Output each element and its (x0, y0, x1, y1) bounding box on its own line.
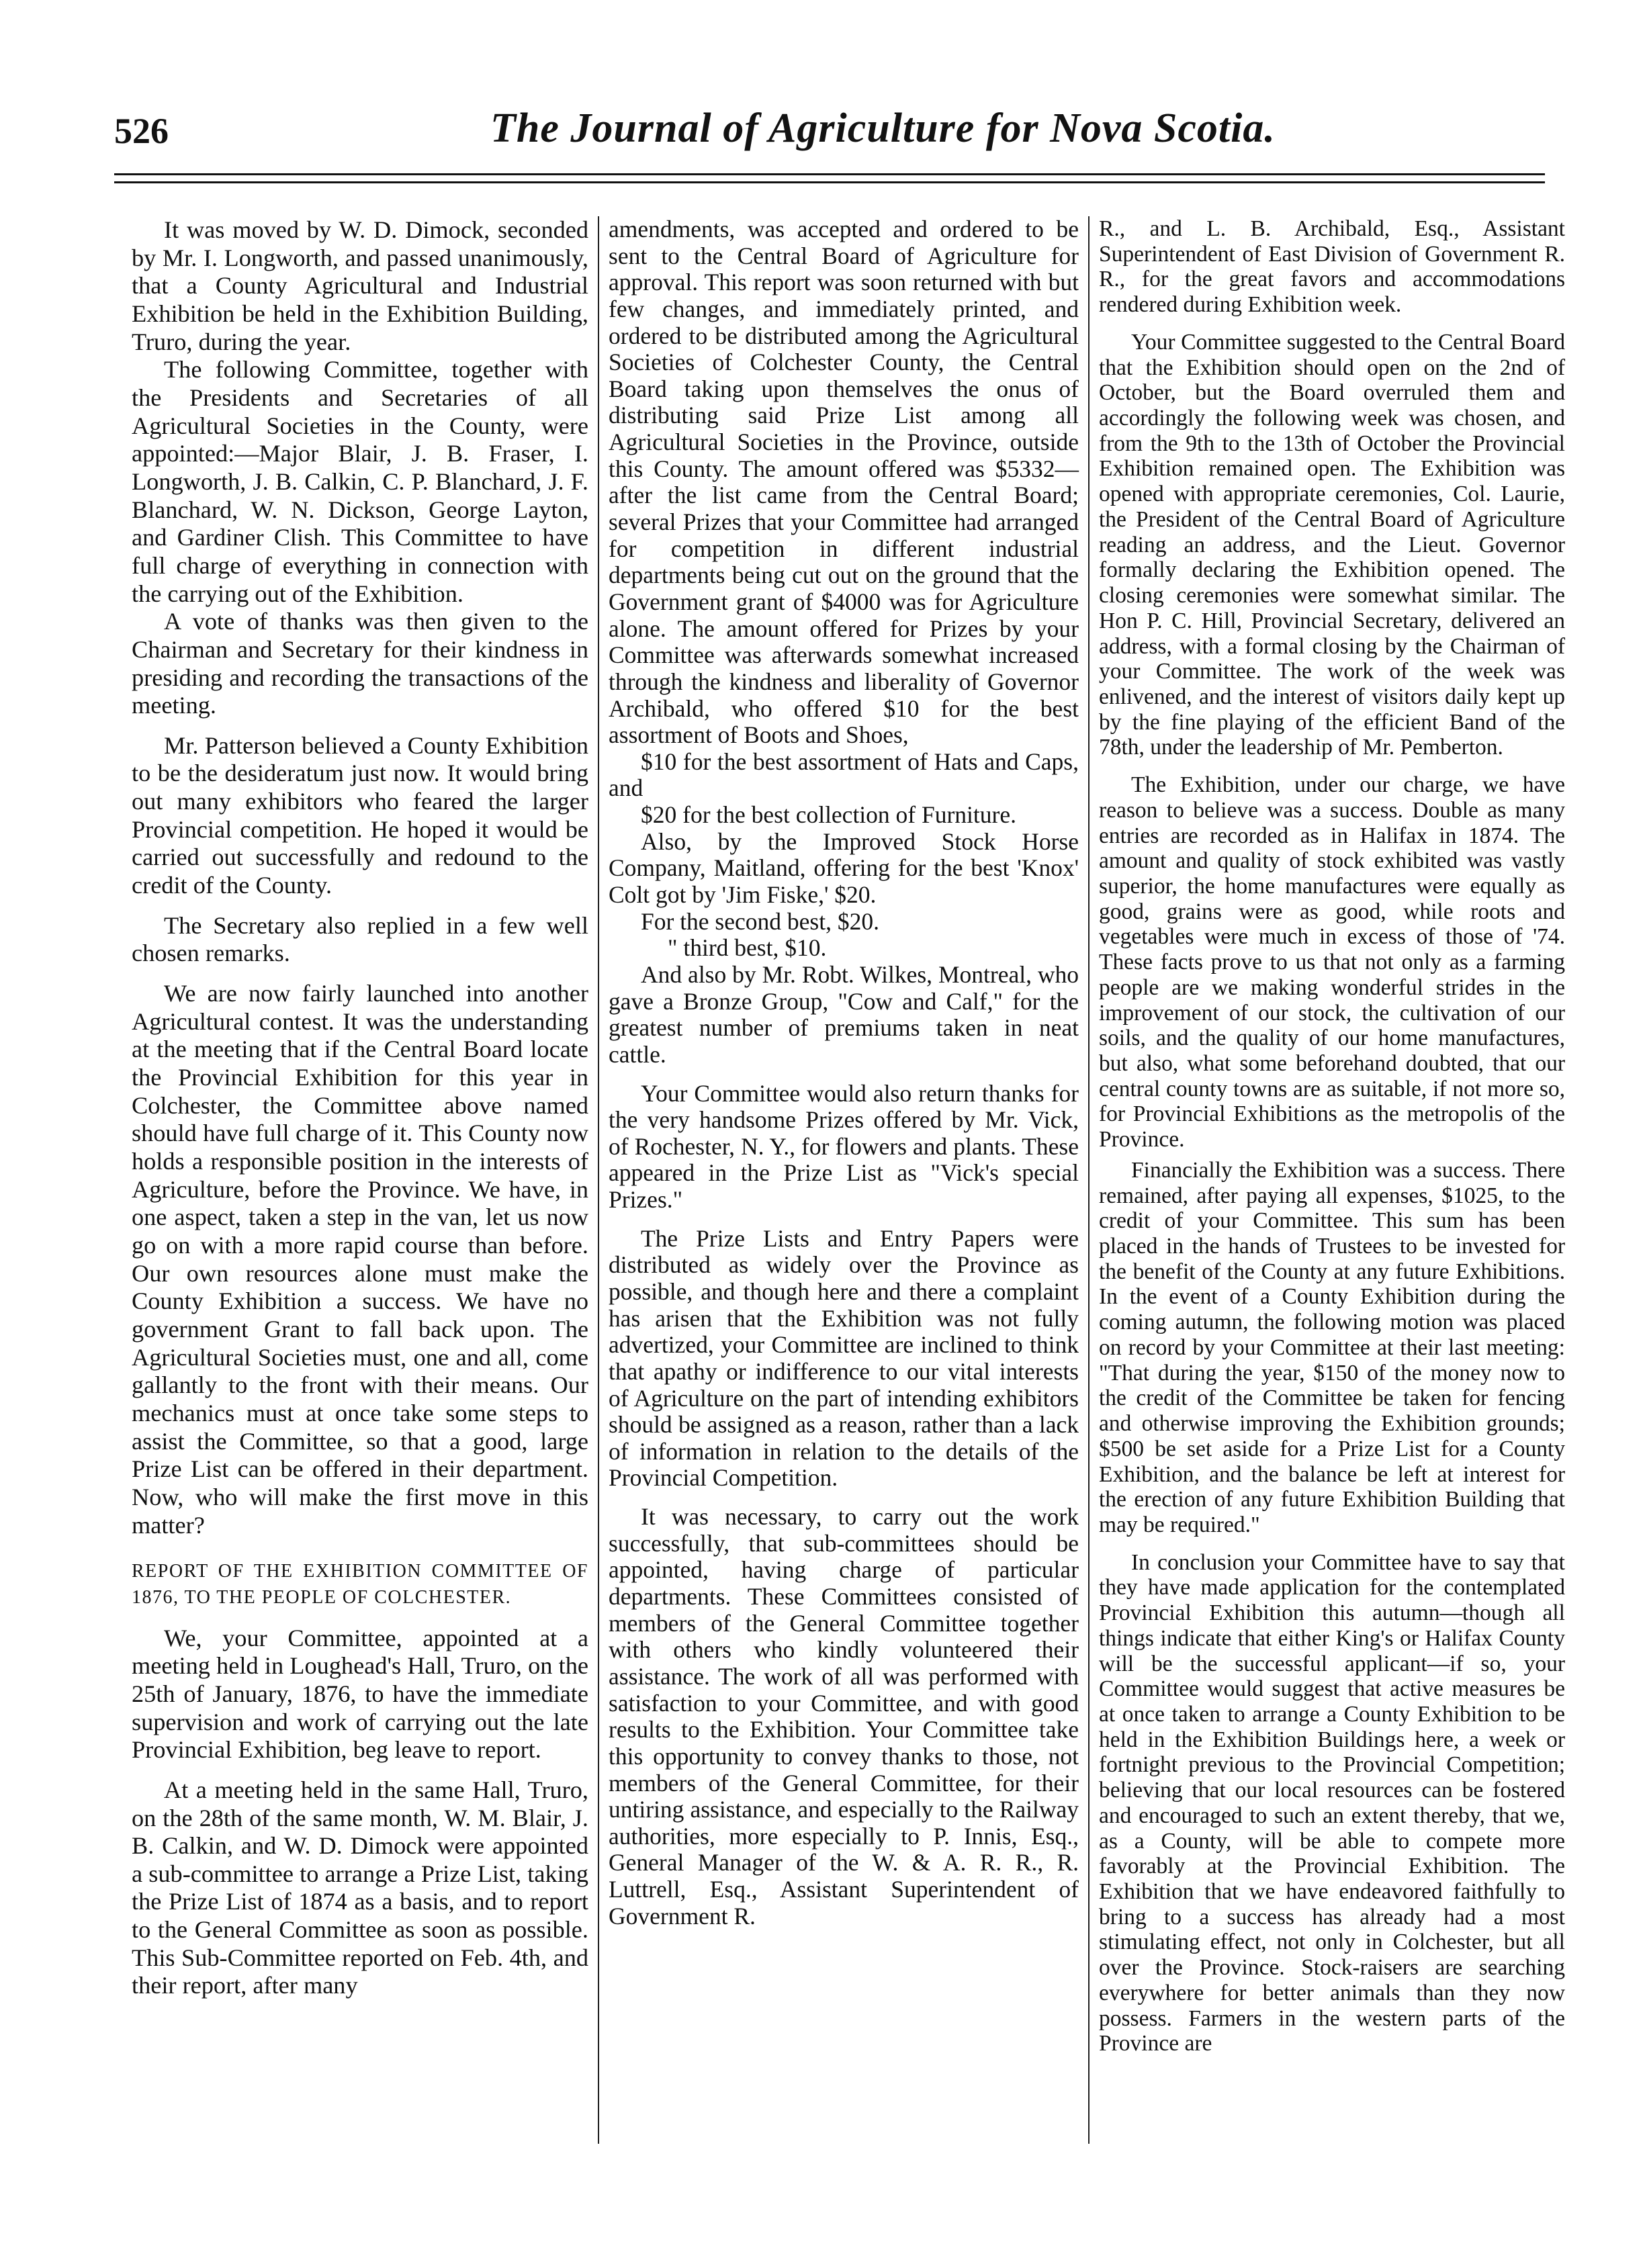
report-heading: REPORT OF THE EXHIBITION COMMITTEE OF 1876, TO THE PEOPLE OF COLCHESTER. (132, 1561, 588, 1608)
paragraph: A vote of thanks was then given to the Chairman and Secretary for their kindness in presiding and recording the transactions of the meeting. (132, 608, 588, 719)
header-rule-top (114, 173, 1545, 175)
paragraph: For the second best, $20. (641, 907, 879, 935)
paragraph: We are now fairly launched into another Agricultural contest. It was the understanding at the meeting that if the Central Board locate the Provincial Exhibition for this year in Colchester, the Committee above named should have full charge of it. This County now holds a responsible position in the interests of Agriculture, before the Province. We have, in one aspect, taken a step in the van, let us now go on with a more rapid course than before. Our own resources alone must make the County Exhibition a success. We have no government Grant to fall back upon. The Agricultural Societies must, one and all, come gallantly to the front with their means. Our mechanics must at once take some steps to assist the Committee, so that a good, large Prize List can be offered in their department. Now, who will make the first move in this matter? (132, 980, 588, 1539)
paragraph: amendments, was accepted and ordered to be sent to the Central Board of Agriculture for approval. This report was soon returned with but few changes, and immediately printed, and ordered to be distributed among the Agricultural Societies of Colchester County, the Central Board taking upon themselves the onus of distributing said Prize List among all Agricultural Societies in the Province, outside this County. The amount offered was $5332—after the list came from the Central Board; several Prizes that your Committee had arranged for competition in different industrial departments being cut out on the ground that the Government grant of $4000 was for Agriculture alone. The amount offered for Prizes by your Committee was afterwards somewhat increased through the kindness and liberality of Governor Archibald, who offered $10 for the best assortment of Boots and Shoes, (609, 216, 1079, 749)
paragraph: We, your Committee, appointed at a meeting held in Loughead's Hall, Truro, on the 25th of January, 1876, to have the immediate supervision and work of carrying out the late Provincial Exhibition, beg leave to report. (132, 1624, 588, 1764)
paragraph: It was moved by W. D. Dimock, seconded by Mr. I. Longworth, and passed unanimously, that a County Agricultural and Industrial Exhibition be held in the Exhibition Building, Truro, during the year. (132, 216, 588, 355)
paragraph: Your Committee suggested to the Central Board that the Exhibition should open on the 2nd of October, but the Board overruled them and accordingly the following week was chosen, and from the 9th to the 13th of October the Provincial Exhibition remained open. The Exhibition was opened with appropriate ceremonies, Col. Laurie, the President of the Central Board of Agriculture reading an address, and the Lieut. Governor formally declaring the Exhibition opened. The closing ceremonies were somewhat similar. The Hon P. C. Hill, Provincial Secretary, delivered an address, with a formal closing by the Chairman of your Committee. The work of the week was enlivened, and the interest of visitors daily kept up by the fine playing of the efficient Band of the 78th, under the leadership of Mr. Pemberton. (1099, 329, 1565, 760)
paragraph: The Secretary also replied in a few well chosen remarks. (132, 911, 588, 967)
paragraph: $20 for the best collection of Furniture. (641, 801, 1016, 829)
paragraph: Financially the Exhibition was a success. There remained, after paying all expenses, $1025, to the credit of your Committee. This sum has been placed in the hands of Trustees to be invested for the benefit of the County at any future Exhibitions. In the event of a County Exhibition during the coming autumn, the following motion was placed on record by your Committee at their last meeting: "That during the year, $150 of the money now to the credit of the Committee be taken for fencing and otherwise improving the Exhibition grounds; $500 be set aside for a Prize List for a County Exhibition, and the balance be left at interest for the erection of any future Exhibition Building that may be required." (1099, 1157, 1565, 1537)
journal-title: The Journal of Agriculture for Nova Scotia. (490, 105, 1276, 151)
page-header (114, 105, 1545, 165)
paragraph: It was necessary, to carry out the work successfully, that sub-committees should be appointed, having charge of particular departments. These Committees consisted of members of the General Committee together with others who kindly volunteered their assistance. The work of all was performed with satisfaction to your Committee, and with good results to the Exhibition. Your Committee take this opportunity to convey thanks to those, not members of the General Committee, for their untiring assistance, and especially to the Railway authorities, more especially to P. Innis, Esq., General Manager of the W. & A. R. R., R. Luttrell, Esq., Assistant Superintendent of Government R. (609, 1503, 1079, 1930)
paragraph: $10 for the best assortment of Hats and Caps, and (609, 747, 1079, 802)
column-3 (1099, 216, 1565, 2056)
column-divider-1 (598, 216, 599, 2144)
paragraph: The following Committee, together with the Presidents and Secretaries of all Agricultural Societies in the County, were appointed:—Major Blair, J. B. Fraser, I. Longworth, J. B. Calkin, C. P. Blanchard, J. F. Blanchard, W. N. Dickson, George Layton, and Gardiner Clish. This Committee to have full charge of everything in connection with the carrying out of the Exhibition. (132, 356, 588, 607)
column-1 (132, 216, 588, 2000)
column-2 (609, 216, 1079, 1930)
paragraph: R., and L. B. Archibald, Esq., Assistant Superintendent of East Division of Government R. R., for the great favors and accommodations rendered during Exhibition week. (1099, 216, 1565, 318)
paragraph: The Exhibition, under our charge, we have reason to believe was a success. Double as many entries are recorded as in Halifax in 1874. The amount and quality of stock exhibited was vastly superior, the home manufactures were equally as good, grains were as good, while roots and vegetables were much in excess of those of '74. These facts prove to us that not only as a farming people are we making wonderful strides in the improvement of our stock, the cultivation of our soils, and the quality of our home manufactures, but also, what some beforehand doubted, that our central county towns are as suitable, if not more so, for Provincial Exhibitions as the metropolis of the Province. (1099, 772, 1565, 1152)
paragraph: At a meeting held in the same Hall, Truro, on the 28th of the same month, W. M. Blair, J. B. Calkin, and W. D. Dimock were appointed a sub-committee to arrange a Prize List, taking the Prize List of 1874 as a basis, and to report to the General Committee as soon as possible. This Sub-Committee reported on Feb. 4th, and their report, after many (132, 1776, 588, 1999)
paragraph: Mr. Patterson believed a County Exhibition to be the desideratum just now. It would bring out many exhibitors who feared the larger Provincial competition. He hoped it would be carried out successfully and redound to the credit of the County. (132, 731, 588, 899)
paragraph: And also by Mr. Robt. Wilkes, Montreal, who gave a Bronze Group, "Cow and Calf," for the greatest number of premiums taken in neat cattle. (609, 960, 1079, 1068)
paragraph: Your Committee would also return thanks for the very handsome Prizes offered by Mr. Vick, of Rochester, N. Y., for flowers and plants. These appeared in the Prize List as "Vick's special Prizes." (609, 1079, 1079, 1214)
column-divider-2 (1088, 216, 1090, 2144)
paragraph: " third best, $10. (668, 934, 827, 962)
paragraph: Also, by the Improved Stock Horse Company, Maitland, offering for the best 'Knox' Colt got by 'Jim Fiske,' $20. (609, 827, 1079, 909)
header-rule-bottom (114, 181, 1545, 183)
paragraph: In conclusion your Committee have to say that they have made application for the contemplated Provincial Exhibition this autumn—though all things indicate that either King's or Halifax County will be the successful applicant—if so, your Committee would suggest that active measures be at once taken to arrange a County Exhibition to be held in the Exhibition Buildings here, a week or fortnight previous to the Provincial Competition; believing that our local resources can be fostered and encouraged to such an extent thereby, that we, as a County, will be able to compete more favorably at the Provincial Exhibition. The Exhibition that we have endeavored faithfully to bring to a success has already had a most stimulating effect, not only in Colchester, but all over the Province. Stock-raisers are searching everywhere for better animals than they now possess. Farmers in the western parts of the Province are (1099, 1549, 1565, 2056)
page-number: 526 (114, 111, 169, 151)
paragraph: The Prize Lists and Entry Papers were distributed as widely over the Province as possible, and though here and there a complaint has arisen that the Exhibition was not fully advertized, your Committee are inclined to think that apathy or indifference to our vital interests of Agriculture on the part of intending exhibitors should be assigned as a reason, rather than a lack of information in relation to the details of the Provincial Competition. (609, 1224, 1079, 1492)
